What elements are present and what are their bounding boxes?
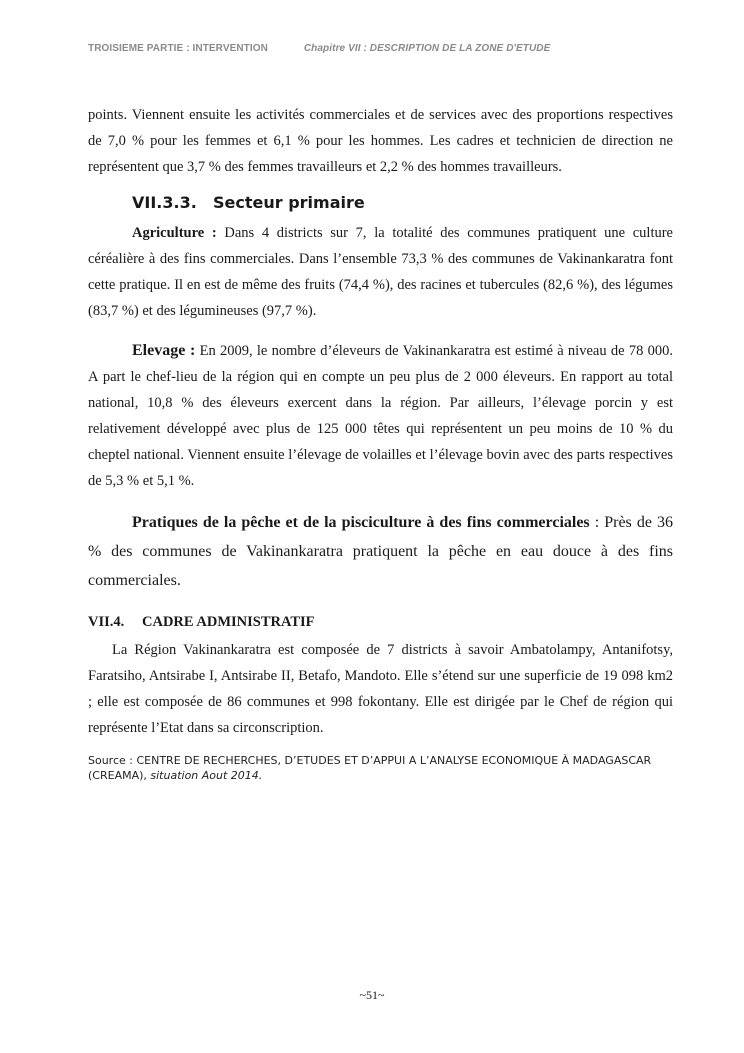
section-number: VII.4. [88, 614, 125, 630]
source-note [88, 753, 673, 783]
page-content [88, 102, 673, 783]
agriculture-text: Dans 4 districts sur 7, la totalité des communes pratiquent une culture céréalière à des fins commerciales. Dans l’ensemble 73,3 % des communes de Vakinankaratra font cette pratique. Il en est de même des fruits (74,4 %), des racines et tubercules (82,6 %), des légumes (83,7 %) et des légumineuses (97,7 %). [88, 225, 673, 319]
peche-text: : Près de 36 % des communes de Vakinankaratra pratiquent la pêche en eau douce à des fins commerciales. [88, 514, 674, 589]
page-number: ~51~ [359, 988, 385, 1002]
peche-paragraph [88, 508, 673, 595]
header-part: TROISIEME PARTIE : INTERVENTION [88, 43, 268, 54]
section-heading-vii-3-3 [132, 190, 673, 216]
elevage-text: En 2009, le nombre d’éleveurs de Vakinankaratra est estimé à niveau de 78 000. A part le chef-lieu de la région qui en compte un peu plus de 2 000 éleveurs. En rapport au total national, 10,8 % des éleveurs exercent dans la région. Par ailleurs, l’élevage porcin y est relativement développé avec plus de 125 000 têtes qui représentent un peu moins de 10 % du cheptel national. Viennent ensuite l’élevage de volailles et l’élevage bovin avec des parts respectives de 5,3 % et 5,1 %. [88, 343, 673, 489]
agriculture-label: Agriculture : [132, 225, 217, 241]
elevage-paragraph [88, 338, 673, 494]
section-title: Secteur primaire [213, 193, 365, 212]
section-title: CADRE ADMINISTRATIF [142, 614, 315, 630]
elevage-label: Elevage : [132, 342, 196, 359]
peche-label: Pratiques de la pêche et de la pisciculture à des fins commerciales [132, 514, 590, 531]
section-heading-vii-4 [88, 609, 673, 635]
intro-paragraph: points. Viennent ensuite les activités commerciales et de services avec des proportions respectives de 7,0 % pour les femmes et 6,1 % pour les hommes. Les cadres et technicien de direction ne représentent que 3,7 % des femmes travailleurs et 2,2 % des hommes travailleurs. [88, 107, 673, 175]
agriculture-paragraph [88, 220, 673, 324]
section-number: VII.3.3. [132, 193, 197, 212]
source-date: situation Aout 2014. [150, 769, 263, 782]
admin-paragraph: La Région Vakinankaratra est composée de 7 districts à savoir Ambatolampy, Antanifotsy, Faratsiho, Antsirabe I, Antsirabe II, Betafo, Mandoto. Elle s’étend sur une superficie de 19 098 km2 ; elle est composée de 86 communes et 998 fokontany. Elle est dirigée par le Chef de région qui représente l’Etat dans sa circonscription. [88, 642, 673, 736]
header-chapter: Chapitre VII : DESCRIPTION DE LA ZONE D'ETUDE [303, 43, 551, 54]
running-header [88, 43, 550, 54]
source-text: Source : CENTRE DE RECHERCHES, D’ETUDES ET D’APPUI A L’ANALYSE ECONOMIQUE À MADAGASCAR (CREAMA), [88, 754, 652, 782]
